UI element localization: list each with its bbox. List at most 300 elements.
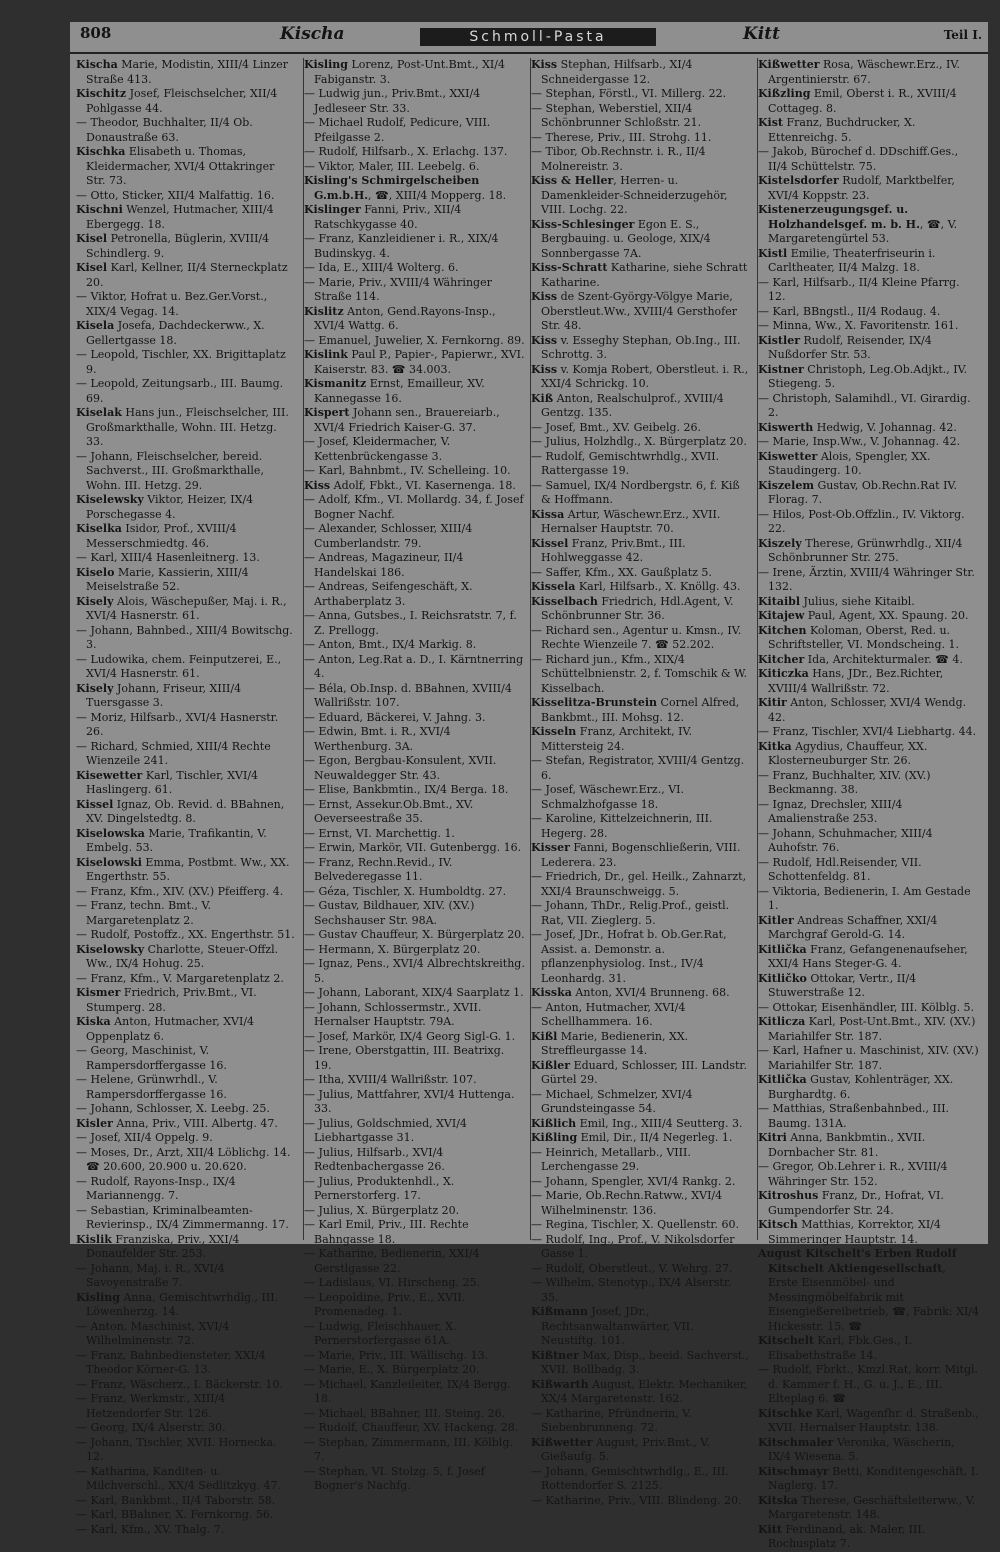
directory-entry — [76, 1262, 297, 1291]
entry-details: Isidor, Prof., XVIII/4 Messerschmiedtg. 46. — [86, 522, 237, 550]
entry-details: — Franz, Buchhalter, XIV. (XV.) Beckmanng. 38. — [758, 768, 931, 796]
entry-details: Hans jun., Fleischselcher, III. Großmarkthalle, Wohn. III. Hetzg. 33. — [86, 406, 289, 448]
directory-entry — [531, 1378, 752, 1407]
entry-name: Kisler — [76, 1116, 113, 1130]
directory-entry — [304, 1073, 525, 1088]
entry-details: — Anton, Maschinist, XVI/4 Wilhelminenstr. 72. — [76, 1319, 230, 1347]
entry-name: Kiss — [531, 290, 558, 303]
directory-entry — [76, 377, 297, 406]
entry-details: — Rudolf, Postoffz., XX. Engerthstr. 51. — [76, 928, 295, 941]
entry-details: — Michael Rudolf, Pedicure, VIII. Pfeilgasse 2. — [304, 116, 491, 144]
entry-details: Franz, Gefangenenaufseher, XXI/4 Hans Steger-G. 4. — [768, 942, 968, 970]
directory-entry — [304, 899, 525, 928]
entry-name: Kistelsdorfer — [758, 174, 839, 187]
entry-details: — Moriz, Hilfsarb., XVI/4 Hasnerstr. 26. — [76, 710, 279, 738]
directory-entry — [76, 1015, 297, 1044]
directory-entry — [531, 1305, 752, 1349]
entry-details: — Johann, Spengler, XVI/4 Rankg. 2. — [531, 1174, 736, 1188]
entry-details: — Franz, Werkmstr., XIII/4 Hetzendorfer Str. 126. — [76, 1392, 226, 1420]
directory-entry — [531, 363, 752, 392]
entry-name: Kiselowski — [76, 855, 142, 869]
directory-entry — [758, 421, 979, 436]
directory-entry — [304, 1320, 525, 1349]
entry-details: — Rudolf, Rayons-Insp., IX/4 Mariannengg. 7. — [76, 1174, 236, 1202]
entry-details: — Leopold, Zeitungsarb., III. Baumg. 69. — [76, 377, 284, 405]
entry-details: Paul, Agent, XX. Spaung. 20. — [804, 609, 969, 622]
entry-details: Emma, Postbmt. Ww., XX. Engerthstr. 55. — [86, 855, 290, 883]
entry-details: — Marie, E., X. Bürgerplatz 20. — [304, 1363, 480, 1376]
entry-details: — Stephan, Weberstiel, XII/4 Schönbrunner Schloßstr. 21. — [531, 101, 702, 129]
entry-details: — Karl, Hafner u. Maschinist, XIV. (XV.) Mariahilfer Str. 187. — [758, 1044, 979, 1072]
entry-details: Friedrich, Hdl.Agent, V. Schönbrunner Str. 36. — [541, 594, 734, 622]
entry-details: — Franz, Wäscherz., I. Bäckerstr. 10. — [76, 1377, 283, 1391]
entry-details: — Richard jun., Kfm., XIX/4 Schüttelbnienstr. 2, f. Tomschik & W. Kisselbach. — [531, 652, 748, 695]
entry-details: — Ludwig, Fleischhauer, X. Pernerstorfergasse 61A. — [304, 1319, 457, 1347]
entry-details: — Johann, ThDr., Relig.Prof., geistl. Rat, VII. Zieglerg. 5. — [531, 899, 730, 927]
entry-details: , ☎, XIII/4 Mopperg. 18. — [368, 188, 507, 202]
entry-details: — Marie, Priv., XVIII/4 Währinger Straße 114. — [304, 275, 492, 303]
directory-entry — [76, 943, 297, 972]
entry-name: Kislik — [76, 1232, 112, 1246]
directory-entry — [531, 1175, 752, 1190]
directory-entry — [758, 1334, 979, 1363]
entry-details: — Andreas, Magazineur, II/4 Handelskai 186. — [304, 551, 464, 579]
entry-details: — Franz, Kfm., XIV. (XV.) Pfeifferg. 4. — [76, 884, 284, 898]
entry-details: Ida, Architekturmaler. ☎ 4. — [804, 652, 963, 666]
entry-details: Karl, Tischler, XVI/4 Haslingerg. 61. — [86, 768, 259, 796]
entry-details: Hedwig, V. Johannag. 42. — [813, 420, 957, 434]
directory-entry — [304, 957, 525, 986]
entry-details: — Julius, Holzhdlg., X. Bürgerplatz 20. — [531, 435, 747, 448]
entry-name: Kißl — [531, 1029, 558, 1043]
directory-entry — [531, 102, 752, 131]
directory-entry — [304, 1421, 525, 1436]
entry-name: August Kitschelt's Erben Rudolf Kitschelt Aktiengesellschaft — [758, 1247, 957, 1275]
entry-details: — Anton, Bmt., IX/4 Markig. 8. — [304, 638, 477, 651]
directory-page — [70, 22, 988, 1550]
entry-details: Alois, Spengler, XX. Staudingerg. 10. — [768, 449, 931, 477]
entry-name: Kissa — [531, 507, 565, 521]
entry-details: Koloman, Oberst, Red. u. Schriftsteller, VI. Mondscheing. 1. — [768, 623, 960, 651]
entry-name: Kitlička — [758, 1073, 807, 1086]
directory-entry — [76, 116, 297, 145]
entry-details: Stephan, Hilfsarb., XI/4 Schneidergasse 12. — [541, 58, 693, 86]
entry-details: — Hilos, Post-Ob.Offzlin., IV. Viktorg. 22. — [758, 507, 965, 535]
directory-entry — [304, 116, 525, 145]
directory-entry — [531, 537, 752, 566]
directory-entry — [531, 841, 752, 870]
entry-details: — Josef, XII/4 Oppelg. 9. — [76, 1131, 213, 1144]
directory-entry — [531, 1262, 752, 1277]
directory-entry — [76, 711, 297, 740]
directory-entry — [76, 769, 297, 798]
directory-entry — [758, 435, 979, 450]
entry-details: — Michael, Schmelzer, XVI/4 Grundsteingasse 54. — [531, 1087, 693, 1115]
directory-entry — [531, 290, 752, 334]
entry-name: Kißlich — [531, 1116, 577, 1130]
entry-details: Therese, Grünwrhdlg., XII/4 Schönbrunner Str. 275. — [768, 536, 963, 564]
directory-entry — [304, 261, 525, 276]
entry-details: — Franz, Bahnbediensteter, XXI/4 Theodor Körner-G. 13. — [76, 1348, 266, 1376]
entry-name: Kistner — [758, 362, 804, 376]
entry-name: Kiselka — [76, 522, 122, 535]
directory-entry — [76, 899, 297, 928]
entry-details: Adolf, Fbkt., VI. Kasernenga. 18. — [330, 478, 516, 492]
directory-entry — [758, 1247, 979, 1334]
entry-name: Kitlička — [758, 942, 807, 956]
entry-name: Kiselak — [76, 406, 122, 419]
entry-name: Kitajew — [758, 609, 805, 622]
directory-entry — [76, 87, 297, 116]
entry-details: — Rudolf, Fbrkt., Kmzl.Rat, korr. Mitgl. d. Kammer f. H., G. u. J., E., III. Elteplag 6. ☎ — [758, 1363, 979, 1405]
entry-details: — Anna, Gutsbes., I. Reichsratstr. 7, f. Z. Prellogg. — [304, 609, 517, 637]
entry-name: Kiss-Schlesinger — [531, 217, 635, 231]
directory-entry — [758, 1436, 979, 1465]
directory-entry — [758, 740, 979, 769]
entry-details: Katharine, siehe Schratt Katharine. — [541, 261, 748, 289]
directory-entry — [304, 1291, 525, 1320]
entry-details: Rosa, Wäschewr.Erz., IV. Argentinierstr. 67. — [768, 58, 960, 86]
directory-entry — [758, 1001, 979, 1016]
entry-details: — Franz, techn. Bmt., V. Margaretenplatz 2. — [76, 899, 212, 927]
entry-details: Fanni, Bogenschließerin, VIII. Lederera. 23. — [541, 841, 741, 869]
directory-entry — [531, 479, 752, 508]
entry-details: Eduard, Schlosser, III. Landstr. Gürtel 29. — [541, 1058, 747, 1086]
entry-name: Kitroshus — [758, 1189, 819, 1202]
directory-entry — [531, 1001, 752, 1030]
directory-entry — [304, 203, 525, 232]
page-number: 808 — [80, 24, 112, 42]
directory-entry — [531, 595, 752, 624]
directory-entry — [758, 319, 979, 334]
entry-name: Kiss — [531, 333, 558, 347]
directory-entry — [531, 1465, 752, 1494]
entry-details: — Marie, Ob.Rechn.Ratww., XVI/4 Wilhelminenstr. 136. — [531, 1189, 723, 1217]
directory-entry — [76, 1349, 297, 1378]
entry-name: Kißler — [531, 1058, 571, 1072]
entry-details: — Ludowika, chem. Feinputzerei, E., XVI/4 Hasnerstr. 61. — [76, 652, 282, 680]
entry-details: Franz, Buchdrucker, X. Ettenreichg. 5. — [768, 116, 916, 144]
entry-details: Veronika, Wäscherin, IX/4 Wiesena. 5. — [768, 1435, 955, 1463]
directory-entry — [304, 464, 525, 479]
entry-details: — Katharine, Bedienerin, XXI/4 Gerstlgasse 22. — [304, 1247, 480, 1275]
entry-details: — Andreas, Seifengeschäft, X. Arthaberplatz 3. — [304, 580, 473, 608]
entry-details: — Friedrich, Dr., gel. Heilk., Zahnarzt, XXI/4 Braunschweigg. 5. — [531, 870, 747, 898]
entry-details: Friedrich, Priv.Bmt., VI. Stumperg. 28. — [86, 986, 257, 1014]
entry-name: Kißwetter — [758, 58, 820, 71]
entry-details: Ernst, Emailleur, XV. Kannegasse 16. — [314, 377, 485, 405]
directory-entry — [76, 1117, 297, 1132]
directory-entry — [758, 334, 979, 363]
entry-details: Artur, Wäschewr.Erz., XVII. Hernalser Hauptstr. 70. — [541, 507, 721, 535]
entry-details: — Rudolf, Hilfsarb., X. Erlachg. 137. — [304, 145, 508, 158]
entry-details: — Eduard, Bäckerei, V. Jahng. 3. — [304, 710, 486, 724]
directory-entry — [758, 276, 979, 305]
directory-entry — [304, 1363, 525, 1378]
directory-entry — [304, 609, 525, 638]
advertisement-banner: Schmoll-Pasta — [420, 28, 656, 46]
directory-entry — [304, 1044, 525, 1073]
entry-details: Josefa, Dachdeckerww., X. Gellertgasse 18. — [86, 319, 265, 347]
directory-entry — [531, 421, 752, 436]
entry-details: — Katharine, Priv., VIII. Blindeng. 20. — [531, 1493, 742, 1507]
entry-details: — Emanuel, Juwelier, X. Fernkorng. 89. — [304, 333, 525, 347]
entry-details: — Karl, BBahner, X. Fernkorng. 56. — [76, 1508, 274, 1521]
directory-entry — [76, 972, 297, 987]
entry-details: — Moses, Dr., Arzt, XII/4 Löblichg. 14. ☎ 20.600, 20.900 u. 20.620. — [76, 1145, 291, 1173]
entry-details: , ☎, V. Margaretengürtel 53. — [768, 217, 958, 245]
directory-entry — [304, 754, 525, 783]
entry-name: Kisling — [304, 58, 348, 71]
entry-details: — Rudolf, Hdl.Reisender, VII. Schottenfeldg. 81. — [758, 855, 922, 883]
entry-name: Kisska — [531, 986, 572, 999]
directory-entry — [758, 609, 979, 624]
entry-name: Kisser — [531, 841, 570, 854]
directory-entry — [758, 1160, 979, 1189]
directory-entry — [76, 1421, 297, 1436]
entry-name: Kiss-Schratt — [531, 261, 608, 274]
directory-entry — [531, 450, 752, 479]
entry-details: Johann sen., Brauereiarb., XVI/4 Friedrich Kaiser-G. 37. — [314, 406, 500, 434]
entry-details: — Franz, Rechn.Revid., IV. Belvederegasse 11. — [304, 855, 453, 883]
entry-details: v. Esseghy Stephan, Ob.Ing., III. Schrottg. 3. — [541, 333, 741, 361]
entry-details: Emil, Oberst i. R., XVIII/4 Cottageg. 8. — [768, 87, 957, 115]
directory-entry — [758, 885, 979, 914]
directory-entry — [758, 1102, 979, 1131]
entry-details: Agydius, Chauffeur, XX. Klosterneuburger Str. 26. — [768, 739, 928, 767]
entry-name: Kiss & Heller — [531, 174, 614, 187]
directory-entry — [76, 624, 297, 653]
entry-details: — Johann, Bahnbed., XIII/4 Bowitschg. 3. — [76, 623, 293, 651]
entry-details: Emil, Ing., XIII/4 Seutterg. 3. — [576, 1116, 743, 1130]
directory-entry — [76, 595, 297, 624]
directory-entry — [304, 1088, 525, 1117]
directory-entry — [304, 1378, 525, 1407]
entry-details: Marie, Kassierin, XIII/4 Meiselstraße 52. — [86, 565, 249, 593]
directory-entry — [531, 1088, 752, 1117]
directory-entry — [304, 276, 525, 305]
entry-name: Kiss — [531, 362, 558, 376]
entry-details: — Josef, Kleidermacher, V. Kettenbrückengasse 3. — [304, 435, 451, 463]
directory-entry — [304, 435, 525, 464]
entry-details: Karl, Wagenfhr. d. Straßenb., XVII. Hernalser Hauptstr. 138. — [768, 1406, 979, 1434]
directory-entry — [531, 392, 752, 421]
directory-entry — [758, 566, 979, 595]
directory-entry — [531, 334, 752, 363]
directory-entry — [304, 1175, 525, 1204]
entry-name: Kitler — [758, 913, 794, 927]
directory-entry — [531, 58, 752, 87]
directory-entry — [531, 1131, 752, 1146]
entry-name: Kitka — [758, 739, 792, 753]
entry-name: Kiss — [531, 58, 558, 71]
directory-entry — [304, 305, 525, 334]
entry-details: — Heinrich, Metallarb., VIII. Lerchengasse 29. — [531, 1145, 691, 1173]
directory-entry — [304, 493, 525, 522]
entry-details: — Gustav, Bildhauer, XIV. (XV.) Sechshauser Str. 98A. — [304, 899, 475, 927]
directory-entry — [76, 1233, 297, 1262]
entry-details: — Elise, Bankbmtin., IX/4 Berga. 18. — [304, 783, 509, 796]
directory-entry — [76, 232, 297, 261]
directory-entry — [531, 508, 752, 537]
entry-details: Fanni, Priv., XII/4 Ratschkygasse 40. — [314, 203, 462, 231]
entry-details: — Stephan, Förstl., VI. Millerg. 22. — [531, 87, 727, 100]
entry-details: Elisabeth u. Thomas, Kleidermacher, XVI/4 Ottakringer Str. 73. — [86, 145, 275, 187]
directory-entry — [304, 479, 525, 494]
entry-details: — Viktor, Maler, III. Leebelg. 6. — [304, 159, 480, 173]
directory-entry — [76, 406, 297, 450]
entry-details: — Ottokar, Eisenhändler, III. Kölblg. 5. — [758, 1000, 975, 1014]
entry-details: — Rudolf, Oberstleut., V. Wehrg. 27. — [531, 1261, 733, 1275]
entry-details: Lorenz, Post-Unt.Bmt., XI/4 Fabiganstr. 3. — [314, 58, 505, 86]
directory-entry — [758, 1131, 979, 1160]
directory-entry — [531, 783, 752, 812]
entry-name: Kitt — [758, 1522, 782, 1536]
entry-details: — Sebastian, Kriminalbeamten-Revierinsp., IX/4 Zimmermanng. 17. — [76, 1203, 289, 1231]
directory-entry — [758, 595, 979, 610]
entry-name: Kitlicza — [758, 1015, 806, 1028]
entry-name: Kitri — [758, 1131, 787, 1144]
entry-name: Kitschmayr — [758, 1464, 829, 1478]
entry-name: Kischa — [76, 58, 118, 71]
directory-entry — [304, 87, 525, 116]
entry-details: — Karoline, Kittelzeichnerin, III. Hegerg. 28. — [531, 812, 713, 840]
directory-entry — [76, 1131, 297, 1146]
entry-details: — Erwin, Markör, VII. Gutenbergg. 16. — [304, 841, 522, 854]
entry-details: Alois, Wäschepußer, Maj. i. R., XVI/4 Hasnerstr. 61. — [86, 594, 287, 622]
directory-entry — [531, 1030, 752, 1059]
entry-details: — Johann, Schuhmacher, XIII/4 Auhofstr. 76. — [758, 826, 933, 854]
entry-details: Anton, Gend.Rayons-Insp., XVI/4 Wattg. 6. — [314, 304, 496, 332]
directory-entry — [758, 479, 979, 508]
entry-details: — Béla, Ob.Insp. d. BBahnen, XVIII/4 Wallrißstr. 107. — [304, 681, 512, 709]
directory-entry — [531, 1233, 752, 1262]
directory-entry — [304, 232, 525, 261]
entry-details: — Therese, Priv., III. Strohg. 11. — [531, 130, 712, 144]
directory-entry — [76, 203, 297, 232]
entry-name: Kitaibl — [758, 594, 800, 608]
directory-entry — [76, 566, 297, 595]
entry-name: Kitschelt — [758, 1334, 814, 1347]
entry-details: Karl, Hilfsarb., X. Knöllg. 43. — [575, 580, 741, 593]
entry-details: Anton, Realschulprof., XVIII/4 Gentzg. 135. — [541, 391, 724, 419]
entry-details: Josef, JDr., Rechtsanwaltanwärter, VII. Neustiftg. 101. — [541, 1305, 694, 1347]
directory-entry — [531, 1436, 752, 1465]
directory-entry — [758, 827, 979, 856]
entry-details: — Irene, Oberstgattin, III. Beatrixg. 19. — [304, 1044, 505, 1072]
entry-details: Ignaz, Ob. Revid. d. BBahnen, XV. Dingelstedtg. 8. — [86, 797, 285, 825]
column-2 — [303, 58, 525, 1492]
entry-details: Hans, JDr., Bez.Richter, XVIII/4 Wallrißstr. 72. — [768, 667, 944, 695]
directory-entry — [304, 1465, 525, 1494]
entry-details: Marie, Modistin, XIII/4 Linzer Straße 413. — [86, 58, 289, 86]
entry-details: — Anton, Leg.Rat a. D., I. Kärntnerring 4. — [304, 652, 524, 680]
entry-details: Franziska, Priv., XXI/4 Donaufelder Str. 253. — [86, 1232, 240, 1260]
entry-details: August, Elektr. Mechaniker, XX/4 Margaretenstr. 162. — [541, 1377, 748, 1405]
entry-details: — Adolf, Kfm., VI. Mollardg. 34, f. Josef Bogner Nachf. — [304, 493, 524, 521]
entry-details: Emilie, Theaterfriseurin i. Carltheater, II/4 Malzg. 18. — [768, 246, 936, 274]
directory-entry — [76, 653, 297, 682]
directory-entry — [76, 522, 297, 551]
directory-entry — [758, 58, 979, 87]
entry-details: Emil, Dir., II/4 Negerleg. 1. — [577, 1131, 733, 1144]
directory-entry — [304, 406, 525, 435]
entry-details: — Johann, Fleischselcher, bereid. Sachverst., III. Großmarkthalle, Wohn. III. Hetzg. 29. — [76, 449, 264, 492]
directory-entry — [531, 653, 752, 697]
entry-details: Rudolf, Marktbelfer, XVI/4 Koppstr. 23. — [768, 174, 955, 202]
entry-details: — Theodor, Buchhalter, II/4 Ob. Donaustraße 63. — [76, 116, 253, 144]
directory-entry — [531, 261, 752, 290]
directory-entry — [758, 508, 979, 537]
directory-entry — [76, 1204, 297, 1233]
entry-details: Petronella, Büglerin, XVIII/4 Schindlerg. 9. — [86, 232, 270, 260]
directory-entry — [76, 551, 297, 566]
entry-details: — Viktoria, Bedienerin, I. Am Gestade 1. — [758, 884, 971, 912]
entry-details: Andreas Schaffner, XXI/4 Marchgraf Gerold-G. 14. — [768, 913, 938, 941]
entry-details: Betti, Konditengeschäft, I. Naglerg. 17. — [768, 1464, 979, 1492]
entry-name: Kisling's Schmirgelscheiben G.m.b.H. — [304, 174, 480, 202]
entry-name: Kissela — [531, 580, 576, 593]
directory-entry — [758, 174, 979, 203]
directory-entry — [758, 624, 979, 653]
entry-details: , Erste Eisenmöbel- und Messingmöbelfabrik mit Eisengießereibetrieb, ☎, Fabrik: XI/4 Hickesstr. 15. ☎ — [768, 1261, 979, 1333]
directory-entry — [758, 1044, 979, 1073]
entry-details: — Ernst, VI. Marchettig. 1. — [304, 826, 455, 840]
entry-details: Anton, XVI/4 Brunneng. 68. — [571, 986, 730, 999]
directory-entry — [304, 682, 525, 711]
directory-entry — [531, 174, 752, 218]
entry-details: — Stephan, VI. Stolzg. 5, f. Josef Bogner's Nachfg. — [304, 1464, 485, 1492]
directory-entry — [76, 1291, 297, 1320]
entry-details: Karl, Kellner, II/4 Sterneckplatz 20. — [86, 261, 288, 289]
entry-name: Kistl — [758, 246, 788, 260]
entry-name: Kislinger — [304, 203, 361, 216]
entry-details: — Karl, BBngstl., II/4 Rodaug. 4. — [758, 304, 941, 318]
entry-details: Karl, Fbk.Ges., I. Elisabethstraße 14. — [768, 1334, 913, 1362]
entry-details: — Katharine, Pfründnerin, V. Siebenbrunneng. 72. — [531, 1406, 692, 1434]
directory-entry — [76, 189, 297, 204]
directory-entry — [304, 1247, 525, 1276]
entry-details: — Leopoldine, Priv., E., XVII. Promenadeg. 1. — [304, 1290, 466, 1318]
entry-name: Kisseln — [531, 725, 577, 738]
entry-details: — Gregor, Ob.Lehrer i. R., XVIII/4 Währinger Str. 152. — [758, 1160, 948, 1188]
directory-entry — [304, 986, 525, 1001]
entry-details: — Josef, Bmt., XV. Geibelg. 26. — [531, 420, 702, 434]
directory-entry — [76, 1175, 297, 1204]
left-headword: Kischa — [280, 24, 345, 44]
entry-details: — Viktor, Hofrat u. Bez.Ger.Vorst., XIX/4 Vegag. 14. — [76, 290, 268, 318]
directory-entry — [76, 145, 297, 189]
directory-entry — [531, 928, 752, 986]
entry-details: Johann, Friseur, XIII/4 Tuersgasse 3. — [86, 681, 242, 709]
directory-entry — [758, 1189, 979, 1218]
directory-entry — [531, 580, 752, 595]
entry-details: — Ludwig jun., Priv.Bmt., XXI/4 Jedleseer Str. 33. — [304, 87, 481, 115]
directory-entry — [531, 1117, 752, 1132]
directory-entry — [758, 653, 979, 668]
entry-details: — Matthias, Straßenbahnbed., III. Baumg. 131A. — [758, 1102, 950, 1130]
entry-name: Kißwetter — [531, 1435, 593, 1449]
directory-entry — [76, 740, 297, 769]
entry-details: — Franz, Tischler, XVI/4 Liebhartg. 44. — [758, 725, 977, 738]
directory-entry — [531, 145, 752, 174]
entry-details: de Szent-György-Völgye Marie, Oberstleut.Ww., XVIII/4 Gersthofer Str. 48. — [541, 290, 738, 332]
entry-name: Kißmann — [531, 1305, 588, 1318]
entry-details: — Ernst, Assekur.Ob.Bmt., XV. Oeverseestraße 35. — [304, 797, 474, 825]
directory-entry — [758, 1363, 979, 1407]
entry-name: Kiska — [76, 1015, 111, 1028]
directory-entry — [304, 1030, 525, 1045]
